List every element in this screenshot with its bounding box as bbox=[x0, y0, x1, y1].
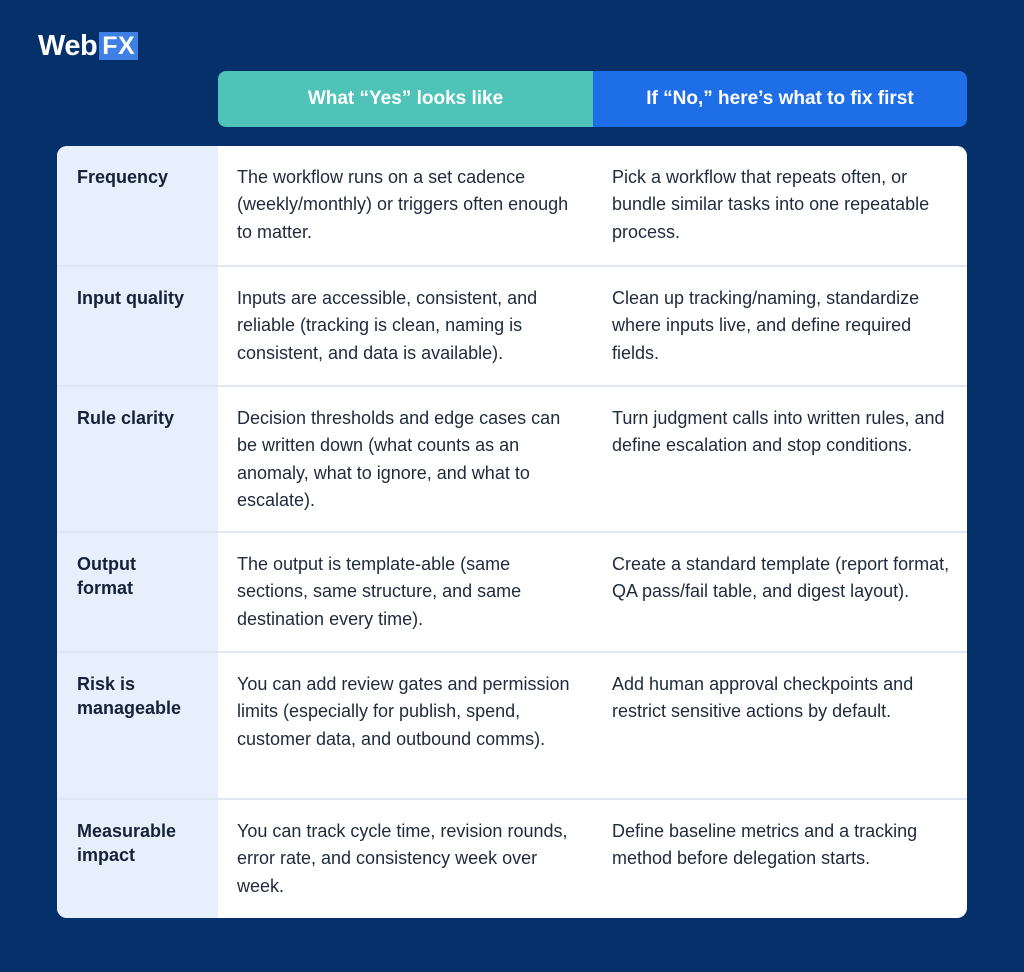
row-no-text: Add human approval checkpoints and restrict sensitive actions by default. bbox=[612, 674, 914, 722]
criteria-table bbox=[57, 146, 967, 918]
row-yes-text: The output is template-able (same sections, same structure, and same destination every time). bbox=[237, 554, 522, 629]
row-yes-text: You can track cycle time, revision rounds, error rate, and consistency week over week. bbox=[237, 821, 568, 896]
table-row-measurable-impact bbox=[57, 798, 967, 918]
table-row-rule-clarity bbox=[57, 385, 967, 531]
table-header bbox=[218, 71, 967, 127]
row-no-text: Clean up tracking/naming, standardize where inputs live, and define required fields. bbox=[612, 288, 920, 363]
logo-web-text: Web bbox=[38, 30, 98, 62]
row-no-text: Create a standard template (report format, QA pass/fail table, and digest layout). bbox=[612, 554, 950, 602]
row-yes-text: Inputs are accessible, consistent, and reliable (tracking is clean, naming is consistent, and data is available). bbox=[237, 288, 538, 363]
header-yes: What “Yes” looks like bbox=[218, 71, 593, 127]
row-no-text: Pick a workflow that repeats often, or bundle similar tasks into one repeatable process. bbox=[612, 167, 930, 242]
table-row-frequency bbox=[57, 146, 967, 265]
logo-fx-badge: FX bbox=[99, 32, 138, 60]
row-no-text: Turn judgment calls into written rules, and define escalation and stop conditions. bbox=[612, 408, 945, 456]
row-yes-text: You can add review gates and permission limits (especially for publish, spend, customer data, and outbound comms). bbox=[237, 674, 570, 749]
table-row-risk bbox=[57, 651, 967, 798]
table-row-output-format bbox=[57, 531, 967, 651]
row-yes-text: The workflow runs on a set cadence (weekly/monthly) or triggers often enough to matter. bbox=[237, 167, 569, 242]
row-label: Risk is manageable bbox=[57, 653, 218, 798]
row-yes-text: Decision thresholds and edge cases can be written down (what counts as an anomaly, what to ignore, and what to escalate). bbox=[237, 408, 561, 510]
row-label: Output format bbox=[57, 533, 218, 651]
row-label: Input quality bbox=[57, 267, 218, 385]
row-label: Frequency bbox=[57, 146, 218, 265]
row-label: Measurable impact bbox=[57, 800, 218, 918]
header-no: If “No,” here’s what to fix first bbox=[593, 71, 967, 127]
row-no-text: Define baseline metrics and a tracking method before delegation starts. bbox=[612, 821, 918, 869]
row-label: Rule clarity bbox=[57, 387, 218, 531]
table-row-input-quality bbox=[57, 265, 967, 385]
webfx-logo bbox=[38, 30, 138, 62]
